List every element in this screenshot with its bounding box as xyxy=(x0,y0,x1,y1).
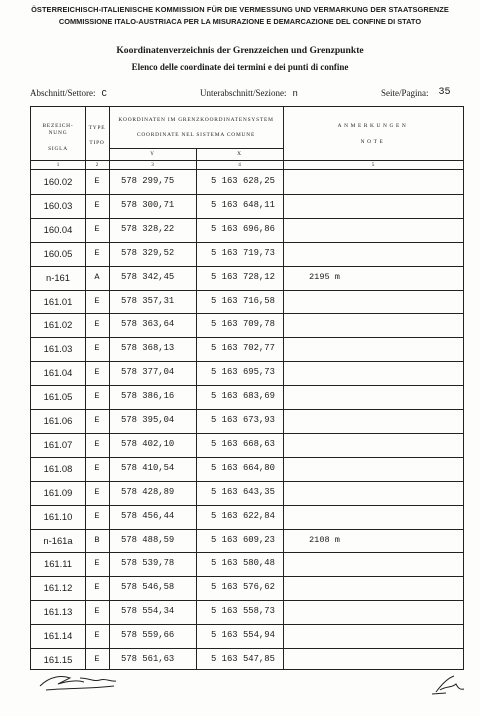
y-coordinate-cell: 578 554,34 xyxy=(121,606,175,617)
y-coordinate-cell: 578 357,31 xyxy=(121,295,175,306)
table-row xyxy=(31,457,463,481)
table-row xyxy=(31,481,463,505)
coordinate-table xyxy=(30,106,464,670)
document-title-italian: Elenco delle coordinate dei termini e dei punti di confine xyxy=(131,62,349,72)
designation-cell: 160.04 xyxy=(43,223,73,235)
column-number: 2 xyxy=(95,162,99,168)
x-coordinate-cell: 5 163 709,78 xyxy=(211,319,275,330)
type-cell: E xyxy=(94,247,100,258)
y-coordinate-cell: 578 410,54 xyxy=(121,462,175,473)
table-row xyxy=(31,266,463,290)
type-cell: E xyxy=(94,582,100,593)
note-cell xyxy=(309,505,459,529)
x-coordinate-cell: 5 163 622,84 xyxy=(211,510,275,521)
type-cell: E xyxy=(94,295,100,306)
y-coordinate-cell: 578 368,13 xyxy=(121,343,175,354)
designation-cell: 161.03 xyxy=(43,343,73,355)
commission-title-german: ÖSTERREICHISCH-ITALIENISCHE KOMMISSION FÜR DIE VERMESSUNG UND VERMARKUNG DER STAATSGRENZE xyxy=(31,5,449,14)
table-row xyxy=(31,313,463,337)
designation-cell: 161.14 xyxy=(43,630,73,642)
commission-title-italian: COMMISSIONE ITALO-AUSTRIACA PER LA MISURAZIONE E DEMARCAZIONE DEL CONFINE DI STATO xyxy=(58,17,422,26)
designation-cell: 161.04 xyxy=(43,367,73,379)
y-coordinate-cell: 578 539,78 xyxy=(121,558,175,569)
type-cell: E xyxy=(94,367,100,378)
type-cell: E xyxy=(94,199,100,210)
x-coordinate-cell: 5 163 643,35 xyxy=(211,486,275,497)
designation-cell: 161.10 xyxy=(43,510,73,522)
subsection-value: n xyxy=(292,89,298,99)
subsection-field xyxy=(200,88,298,99)
type-cell: E xyxy=(94,438,100,449)
y-coordinate-cell: 578 456,44 xyxy=(121,510,175,521)
type-cell: E xyxy=(94,654,100,664)
note-cell xyxy=(309,552,459,576)
y-coordinate-cell: 578 377,04 xyxy=(121,367,175,378)
table-row xyxy=(31,170,463,194)
column-number: 3 xyxy=(151,162,154,168)
table-row xyxy=(31,624,463,648)
designation-cell: 161.08 xyxy=(43,462,73,474)
column-number: 1 xyxy=(56,162,60,168)
type-cell: E xyxy=(94,415,100,425)
designation-cell: 161.01 xyxy=(43,295,73,307)
designation-cell: 161.12 xyxy=(43,582,73,594)
section-label: Abschnitt/Settore: xyxy=(30,88,96,98)
x-coordinate-cell: 5 163 716,58 xyxy=(211,295,275,306)
y-coordinate-cell: 578 561,63 xyxy=(121,654,175,664)
table-row xyxy=(31,409,463,433)
y-coordinate-cell: 578 488,59 xyxy=(121,534,175,545)
table-row xyxy=(31,337,463,361)
note-cell xyxy=(309,481,459,505)
x-coordinate-cell: 5 163 648,11 xyxy=(211,199,275,210)
y-coordinate-cell: 578 328,22 xyxy=(121,223,175,234)
x-coordinate-cell: 5 163 554,94 xyxy=(211,630,275,641)
designation-cell: 160.02 xyxy=(43,176,73,187)
designation-cell: 160.03 xyxy=(43,199,73,211)
table-row xyxy=(31,290,463,314)
section-field xyxy=(30,88,107,99)
type-cell: E xyxy=(94,606,100,617)
note-cell xyxy=(309,576,459,600)
header-divider xyxy=(109,148,283,149)
type-cell: A xyxy=(94,271,100,282)
y-header: Y xyxy=(150,151,155,157)
table-row xyxy=(31,552,463,576)
x-coordinate-cell: 5 163 668,63 xyxy=(211,438,275,449)
designation-cell: 161.02 xyxy=(43,319,73,331)
note-cell xyxy=(309,361,459,385)
designation-cell: 161.13 xyxy=(43,606,73,618)
note-cell: 2108 m xyxy=(309,534,340,545)
note-cell xyxy=(309,218,459,242)
y-coordinate-cell: 578 395,04 xyxy=(121,415,175,425)
table-row xyxy=(31,648,463,672)
note-cell xyxy=(309,624,459,648)
page-value: 35 xyxy=(438,87,451,98)
note-cell xyxy=(309,194,459,218)
y-coordinate-cell: 578 342,45 xyxy=(121,271,175,282)
x-coordinate-cell: 5 163 728,12 xyxy=(211,271,275,282)
x-coordinate-cell: 5 163 580,48 xyxy=(211,558,275,569)
x-coordinate-cell: 5 163 696,86 xyxy=(211,223,275,234)
table-row xyxy=(31,242,463,266)
designation-cell: 161.15 xyxy=(43,654,73,665)
x-coordinate-cell: 5 163 609,23 xyxy=(211,534,275,545)
note-cell xyxy=(309,457,459,481)
y-coordinate-cell: 578 300,71 xyxy=(121,199,175,210)
designation-cell: 161.11 xyxy=(44,558,72,570)
note-cell xyxy=(309,409,459,433)
designation-header: BEZEICH- NUNG SIGLA xyxy=(42,123,74,152)
type-cell: E xyxy=(94,223,100,234)
y-coordinate-cell: 578 402,10 xyxy=(121,438,175,449)
note-cell xyxy=(309,290,459,314)
type-header: TYPE TIPO xyxy=(88,125,106,147)
type-cell: B xyxy=(94,534,100,545)
note-cell xyxy=(309,648,459,672)
document-title-german: Koordinatenverzeichnis der Grenzzeichen und Grenzpunkte xyxy=(116,45,364,56)
designation-cell: 160.05 xyxy=(43,247,73,259)
note-cell xyxy=(309,385,459,409)
signature-right xyxy=(430,674,466,696)
note-cell xyxy=(309,170,459,194)
designation-cell: 161.09 xyxy=(43,486,73,498)
type-cell: E xyxy=(94,630,100,641)
x-coordinate-cell: 5 163 673,93 xyxy=(211,415,275,425)
designation-cell: 161.05 xyxy=(43,391,73,403)
type-cell: E xyxy=(94,176,100,186)
table-row xyxy=(31,529,463,553)
table-row xyxy=(31,361,463,385)
designation-cell: 161.07 xyxy=(43,438,73,450)
header-divider xyxy=(31,160,463,161)
note-cell xyxy=(309,242,459,266)
type-cell: E xyxy=(94,319,100,330)
type-cell: E xyxy=(94,391,100,402)
x-coordinate-cell: 5 163 576,62 xyxy=(211,582,275,593)
designation-cell: n-161a xyxy=(43,534,73,546)
coordinates-header: KOORDINATEN IM GRENZKOORDINATENSYSTEM COORDINATE NEL SISTEMA COMUNE xyxy=(118,117,274,139)
notes-header: ANMERKUNGEN NOTE xyxy=(337,123,409,146)
type-cell: E xyxy=(94,486,100,497)
table-row xyxy=(31,505,463,529)
x-coordinate-cell: 5 163 719,73 xyxy=(211,247,275,258)
note-cell xyxy=(309,337,459,361)
table-row xyxy=(31,576,463,600)
x-coordinate-cell: 5 163 702,77 xyxy=(211,343,275,354)
y-coordinate-cell: 578 329,52 xyxy=(121,247,175,258)
x-coordinate-cell: 5 163 695,73 xyxy=(211,367,275,378)
type-cell: E xyxy=(94,462,100,473)
table-row xyxy=(31,385,463,409)
designation-cell: n-161 xyxy=(46,271,70,283)
y-coordinate-cell: 578 299,75 xyxy=(121,176,175,186)
y-coordinate-cell: 578 428,89 xyxy=(121,486,175,497)
x-coordinate-cell: 5 163 683,69 xyxy=(211,391,275,402)
y-coordinate-cell: 578 386,16 xyxy=(121,391,175,402)
column-number: 5 xyxy=(371,162,375,168)
y-coordinate-cell: 578 363,64 xyxy=(121,319,175,330)
page-field xyxy=(381,88,451,100)
note-cell xyxy=(309,313,459,337)
section-value: C xyxy=(101,89,107,99)
subsection-label: Unterabschnitt/Sezione: xyxy=(200,88,287,98)
type-cell: E xyxy=(94,558,100,569)
y-coordinate-cell: 578 546,58 xyxy=(121,582,175,593)
type-cell: E xyxy=(94,343,100,354)
signature-left xyxy=(38,672,118,692)
designation-cell: 161.06 xyxy=(43,415,73,426)
y-coordinate-cell: 578 559,66 xyxy=(121,630,175,641)
table-row xyxy=(31,194,463,218)
x-header: X xyxy=(237,151,242,157)
note-cell xyxy=(309,433,459,457)
x-coordinate-cell: 5 163 664,80 xyxy=(211,462,275,473)
table-row xyxy=(31,218,463,242)
page-label: Seite/Pagina: xyxy=(381,88,429,98)
note-cell: 2195 m xyxy=(309,271,340,282)
type-cell: E xyxy=(94,510,100,521)
column-number: 4 xyxy=(238,162,241,168)
x-coordinate-cell: 5 163 547,85 xyxy=(211,654,275,664)
table-row xyxy=(31,433,463,457)
x-coordinate-cell: 5 163 628,25 xyxy=(211,176,275,186)
x-coordinate-cell: 5 163 558,73 xyxy=(211,606,275,617)
table-row xyxy=(31,600,463,624)
note-cell xyxy=(309,600,459,624)
